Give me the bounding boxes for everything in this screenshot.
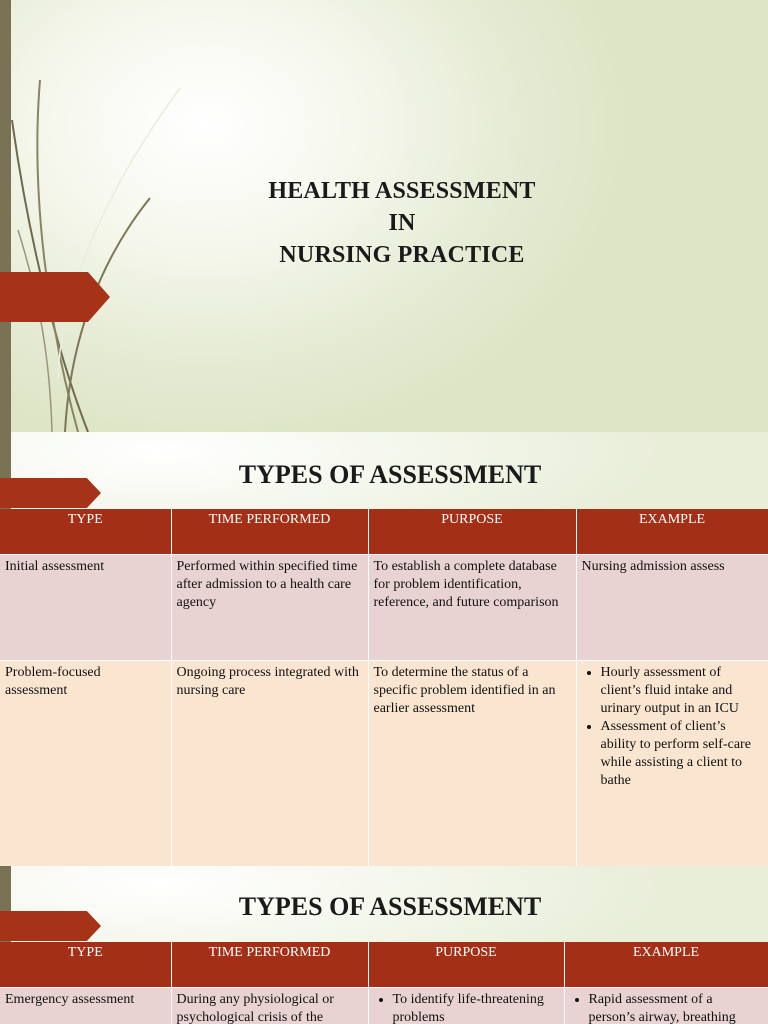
table-header-row xyxy=(0,509,768,554)
time-cell: Performed within specified time after admission to a health care agency xyxy=(171,554,368,660)
table-row xyxy=(0,660,768,866)
column-header: EXAMPLE xyxy=(576,509,768,554)
assessment-table xyxy=(0,942,768,1024)
example-text: Nursing admission assess xyxy=(581,558,725,574)
types-of-assessment-slide-2 xyxy=(0,866,768,1024)
example-bullet-list xyxy=(570,991,763,1024)
section-title: TYPES OF ASSESSMENT xyxy=(238,892,542,921)
time-cell: During any physiological or psychological crisis of the xyxy=(171,987,368,1024)
slide-title xyxy=(0,175,768,271)
example-bullet: • Rapid assessment of a person’s airway, breathing xyxy=(589,991,763,1024)
purpose-bullet-list xyxy=(374,991,559,1024)
purpose-cell: To determine the status of a specific problem identified in an earlier assessment xyxy=(368,660,576,866)
section-title: TYPES OF ASSESSMENT xyxy=(238,460,542,489)
table-header-row xyxy=(0,942,768,987)
title-line-3: NURSING PRACTICE xyxy=(279,242,525,268)
purpose-cell: To establish a complete database for problem identification, reference, and future comparison xyxy=(368,554,576,660)
title-line-1: HEALTH ASSESSMENT xyxy=(268,178,536,204)
purpose-bullet: • To identify life-threatening problems xyxy=(393,991,559,1024)
example-cell xyxy=(564,987,768,1024)
type-cell: Initial assessment xyxy=(0,554,171,660)
column-header: TYPE xyxy=(0,942,171,987)
column-header: TYPE xyxy=(0,509,171,554)
table-row xyxy=(0,554,768,660)
column-header: PURPOSE xyxy=(368,942,564,987)
title-slide xyxy=(0,0,768,432)
type-cell: Emergency assessment xyxy=(0,987,171,1024)
example-bullet: • Assessment of client’s ability to perform self-care while assisting a client to bathe xyxy=(601,718,763,790)
assessment-table xyxy=(0,509,768,866)
arrow-tab-marker xyxy=(0,272,110,322)
example-bullet-list xyxy=(582,664,763,790)
types-of-assessment-slide-1 xyxy=(0,432,768,866)
column-header: TIME PERFORMED xyxy=(171,942,368,987)
column-header: EXAMPLE xyxy=(564,942,768,987)
title-line-2: IN xyxy=(388,210,416,236)
time-cell: Ongoing process integrated with nursing care xyxy=(171,660,368,866)
example-cell xyxy=(576,554,768,660)
example-bullet: • Hourly assessment of client’s fluid intake and urinary output in an ICU xyxy=(601,664,763,718)
example-cell xyxy=(576,660,768,866)
table-row xyxy=(0,987,768,1024)
purpose-cell xyxy=(368,987,564,1024)
column-header: TIME PERFORMED xyxy=(171,509,368,554)
type-cell: Problem-focused assessment xyxy=(0,660,171,866)
column-header: PURPOSE xyxy=(368,509,576,554)
